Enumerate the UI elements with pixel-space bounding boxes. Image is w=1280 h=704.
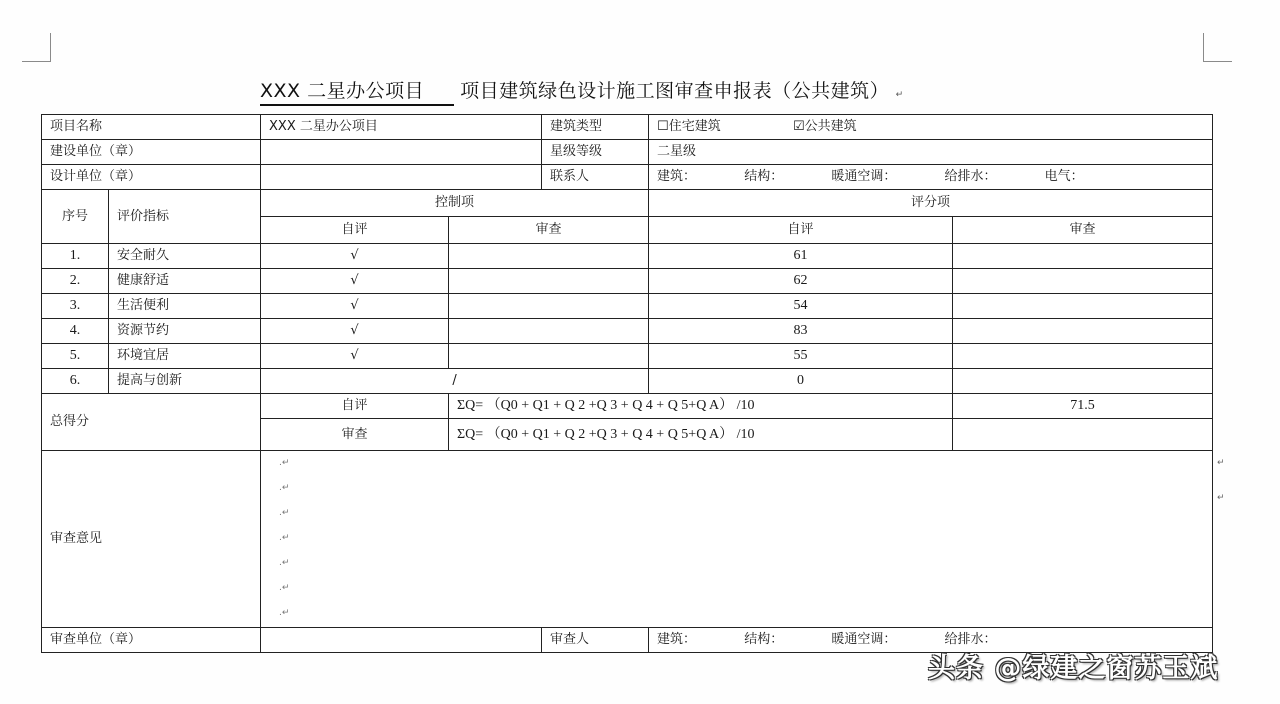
control-self-eval[interactable]: √ (261, 319, 449, 344)
score-items-header: 评分项 (649, 190, 1213, 217)
row-construction-unit (42, 140, 1213, 165)
table-row (42, 294, 1213, 319)
control-self-eval[interactable]: √ (261, 294, 449, 319)
total-self-label: 自评 (261, 394, 449, 419)
row-no: 1. (42, 244, 109, 269)
score-self-eval[interactable]: 61 (649, 244, 953, 269)
score-self-eval[interactable]: 54 (649, 294, 953, 319)
total-review-label: 审查 (261, 419, 449, 451)
opinion-line: .↵ (279, 583, 290, 593)
construction-unit-label: 建设单位（章） (42, 140, 261, 165)
total-review-formula: ΣQ= （Q0 + Q1 + Q 2 +Q 3 + Q 4 + Q 5+Q A） /10 (449, 419, 953, 451)
reviewer-label: 审查人 (542, 628, 649, 653)
score-self-eval-header: 自评 (649, 217, 953, 244)
control-review-header: 审查 (449, 217, 649, 244)
contact-hvac[interactable]: 暖通空调： (831, 169, 897, 184)
row-indicator: 资源节约 (109, 319, 261, 344)
row-indicator: 健康舒适 (109, 269, 261, 294)
control-items-header: 控制项 (261, 190, 649, 217)
control-review[interactable] (449, 344, 649, 369)
score-review[interactable] (953, 269, 1213, 294)
row-indicator: 环境宜居 (109, 344, 261, 369)
page-corner-mark-right (1203, 33, 1232, 62)
control-review[interactable] (449, 269, 649, 294)
construction-unit-value[interactable] (261, 140, 542, 165)
page-corner-mark-left (22, 33, 51, 62)
total-self-row (42, 394, 1213, 419)
control-self-eval-header: 自评 (261, 217, 449, 244)
building-type-options (649, 115, 1213, 140)
review-opinion-row (42, 451, 1213, 628)
table-row (42, 369, 1213, 394)
col-header-indicator: 评价指标 (109, 190, 261, 244)
control-self-eval[interactable]: √ (261, 269, 449, 294)
title-project-name: XXX 二星办公项目 (260, 78, 454, 106)
row-no: 4. (42, 319, 109, 344)
score-review-header: 审查 (953, 217, 1213, 244)
residential-checkbox[interactable]: ☐住宅建筑 (657, 119, 721, 134)
project-name-value[interactable]: XXX 二星办公项目 (261, 115, 542, 140)
star-level-label: 星级等级 (542, 140, 649, 165)
review-unit-value[interactable] (261, 628, 449, 653)
design-unit-value[interactable] (261, 165, 542, 190)
contact-electrical[interactable]: 电气： (1044, 169, 1084, 184)
reviewer-hvac[interactable]: 暖通空调： (831, 632, 897, 647)
contact-plumbing[interactable]: 给排水： (944, 169, 997, 184)
application-form-table (41, 114, 1213, 653)
form-title (260, 76, 904, 106)
opinion-line: .↵ (279, 483, 290, 493)
paragraph-mark: ↵ (895, 90, 904, 100)
review-unit-label: 审查单位（章） (42, 628, 261, 653)
watermark: 头条 @绿建之窗苏玉斌 (928, 653, 1219, 684)
control-self-eval[interactable]: √ (261, 244, 449, 269)
score-review[interactable] (953, 294, 1213, 319)
building-type-label: 建筑类型 (542, 115, 649, 140)
design-unit-label: 设计单位（章） (42, 165, 261, 190)
opinion-line: .↵ (279, 558, 290, 568)
checkbox-unchecked-icon: ☐ (657, 119, 669, 134)
review-opinion-label: 审查意见 (42, 451, 261, 628)
reviewer-structure[interactable]: 结构： (744, 632, 784, 647)
row-no: 2. (42, 269, 109, 294)
row-no: 3. (42, 294, 109, 319)
paragraph-mark: ↵ (1217, 493, 1225, 503)
contact-fields (649, 165, 1213, 190)
opinion-line: .↵ (279, 508, 290, 518)
reviewer-architecture[interactable]: 建筑： (657, 632, 697, 647)
table-row (42, 344, 1213, 369)
table-row (42, 244, 1213, 269)
opinion-line: .↵ (279, 533, 290, 543)
total-self-value[interactable]: 71.5 (953, 394, 1213, 419)
checkbox-checked-icon: ☑ (792, 119, 805, 134)
control-review[interactable] (449, 294, 649, 319)
title-form-name: 项目建筑绿色设计施工图审查申报表（公共建筑） (460, 80, 890, 102)
row-indicator: 提高与创新 (109, 369, 261, 394)
table-row (42, 319, 1213, 344)
contact-label: 联系人 (542, 165, 649, 190)
score-review[interactable] (953, 319, 1213, 344)
control-review[interactable] (449, 319, 649, 344)
contact-structure[interactable]: 结构： (744, 169, 784, 184)
col-header-no: 序号 (42, 190, 109, 244)
row-indicator: 生活便利 (109, 294, 261, 319)
score-review[interactable] (953, 244, 1213, 269)
score-self-eval[interactable]: 55 (649, 344, 953, 369)
total-score-label: 总得分 (42, 394, 261, 451)
review-opinion-textarea[interactable] (261, 451, 1213, 628)
total-self-formula: ΣQ= （Q0 + Q1 + Q 2 +Q 3 + Q 4 + Q 5+Q A） /10 (449, 394, 953, 419)
score-self-eval[interactable]: 0 (649, 369, 953, 394)
row-design-unit (42, 165, 1213, 190)
public-building-checkbox[interactable]: ☑公共建筑 (792, 119, 857, 134)
row-no: 6. (42, 369, 109, 394)
score-header-row-1 (42, 190, 1213, 217)
score-self-eval[interactable]: 62 (649, 269, 953, 294)
score-review[interactable] (953, 369, 1213, 394)
total-review-value[interactable] (953, 419, 1213, 451)
control-self-eval[interactable]: √ (261, 344, 449, 369)
opinion-line: .↵ (279, 458, 290, 468)
score-self-eval[interactable]: 83 (649, 319, 953, 344)
row-indicator: 安全耐久 (109, 244, 261, 269)
score-review[interactable] (953, 344, 1213, 369)
opinion-line: .↵ (279, 608, 290, 618)
reviewer-plumbing[interactable]: 给排水： (944, 632, 997, 647)
contact-architecture[interactable]: 建筑： (657, 169, 697, 184)
project-name-label: 项目名称 (42, 115, 261, 140)
control-review[interactable] (449, 244, 649, 269)
row-no: 5. (42, 344, 109, 369)
paragraph-mark: ↵ (1217, 458, 1225, 468)
star-level-value[interactable]: 二星级 (649, 140, 1213, 165)
row-project-name (42, 115, 1213, 140)
control-merged: / (261, 369, 649, 394)
table-row (42, 269, 1213, 294)
